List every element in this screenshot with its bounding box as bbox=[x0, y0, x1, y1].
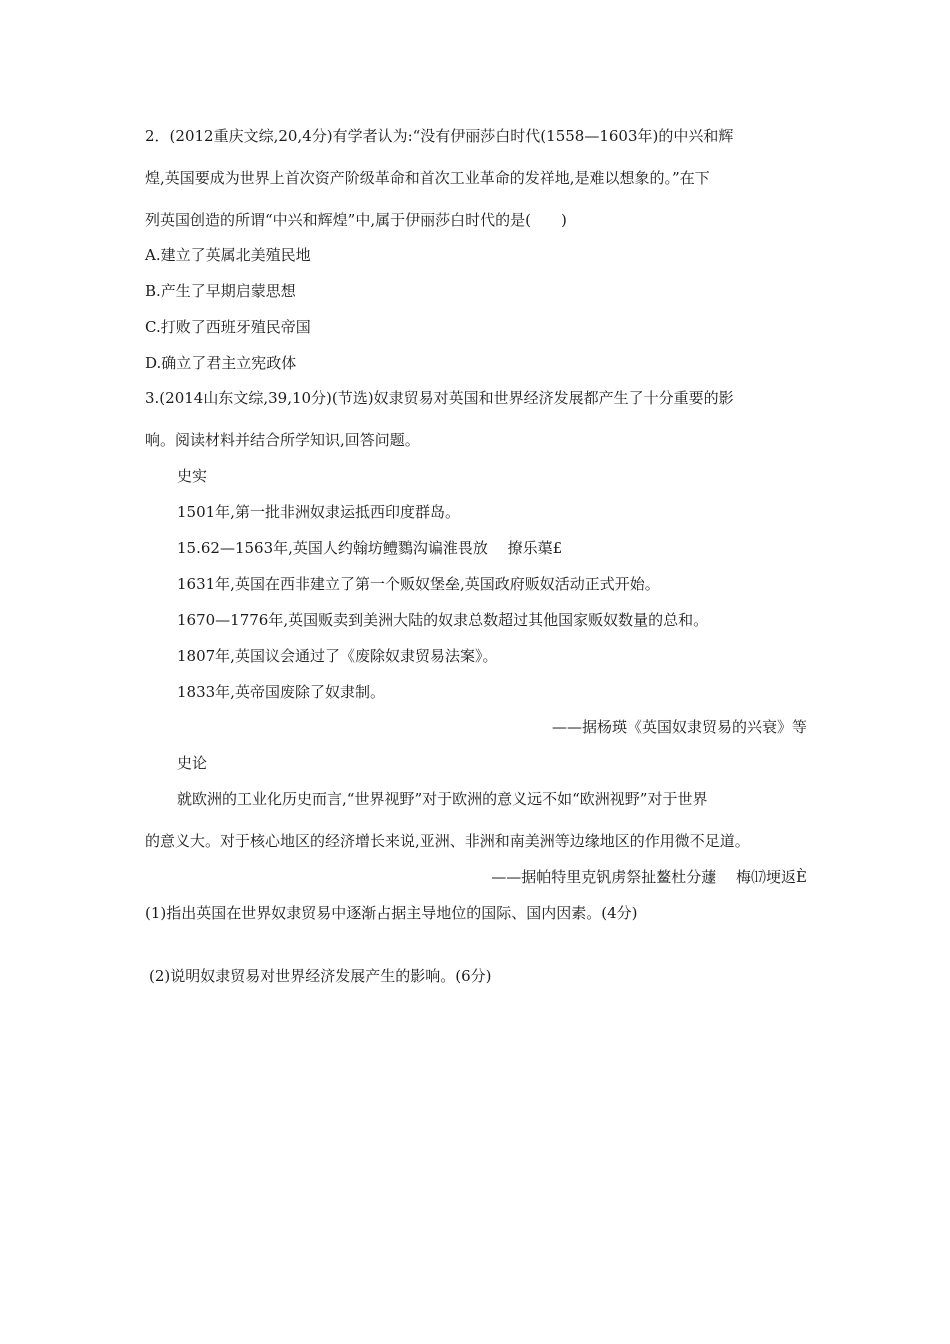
sub-question-1: (1)指出英国在世界奴隶贸易中逐渐占据主导地位的国际、国内因素。(4分) bbox=[145, 904, 638, 922]
q2-option-d: D.确立了君主立宪政体 bbox=[145, 354, 297, 372]
fact-item: 1807年,英国议会通过了《废除奴隶贸易法案》。 bbox=[177, 647, 498, 665]
fact-item: 1670—1776年,英国贩卖到美洲大陆的奴隶总数超过其他国家贩奴数量的总和。 bbox=[177, 611, 709, 629]
theory-heading: 史论 bbox=[177, 754, 208, 772]
theory-line-2: 的意义大。对于核心地区的经济增长来说,亚洲、非洲和南美洲等边缘地区的作用微不足道。 bbox=[145, 832, 750, 850]
facts-heading: 史实 bbox=[177, 467, 208, 485]
theory-line-1: 就欧洲的工业化历史而言,“世界视野”对于欧洲的意义远不如“欧洲视野”对于世界 bbox=[177, 790, 708, 808]
fact-item: 1833年,英帝国废除了奴隶制。 bbox=[177, 683, 385, 701]
facts-source: ——据杨瑛《英国奴隶贸易的兴衰》等 bbox=[551, 718, 807, 736]
theory-source: ——据帕特里克钒虏祭扯鳌杜分蘧 梅⒄埂返È bbox=[491, 868, 807, 886]
q3-stem-line-2: 响。阅读材料并结合所学知识,回答问题。 bbox=[145, 431, 420, 449]
q2-option-b: B.产生了早期启蒙思想 bbox=[145, 282, 296, 300]
sub-question-2: (2)说明奴隶贸易对世界经济发展产生的影响。(6分) bbox=[149, 967, 492, 985]
fact-item: 1631年,英国在西非建立了第一个贩奴堡垒,英国政府贩奴活动正式开始。 bbox=[177, 575, 660, 593]
q2-option-a: A.建立了英属北美殖民地 bbox=[145, 246, 311, 264]
fact-item: 1501年,第一批非洲奴隶运抵西印度群岛。 bbox=[177, 503, 460, 521]
q2-stem-line-2: 煌,英国要成为世界上首次资产阶级革命和首次工业革命的发祥地,是难以想象的。”在下 bbox=[145, 169, 710, 187]
fact-item: 15.62—1563年,英国人约翰坊鳢鷚沟谝淮畏放 撩乐蕖£ bbox=[177, 539, 563, 557]
q2-option-c: C.打败了西班牙殖民帝国 bbox=[145, 318, 311, 336]
q2-stem-line-3: 列英国创造的所谓“中兴和辉煌”中,属于伊丽莎白时代的是( ) bbox=[145, 211, 567, 229]
q3-stem-line-1: 3.(2014山东文综,39,10分)(节选)奴隶贸易对英国和世界经济发展都产生了十分重要的影 bbox=[145, 389, 734, 407]
q2-stem-line-1: 2．(2012重庆文综,20,4分)有学者认为:“没有伊丽莎白时代(1558—1603年)的中兴和辉 bbox=[145, 127, 734, 145]
